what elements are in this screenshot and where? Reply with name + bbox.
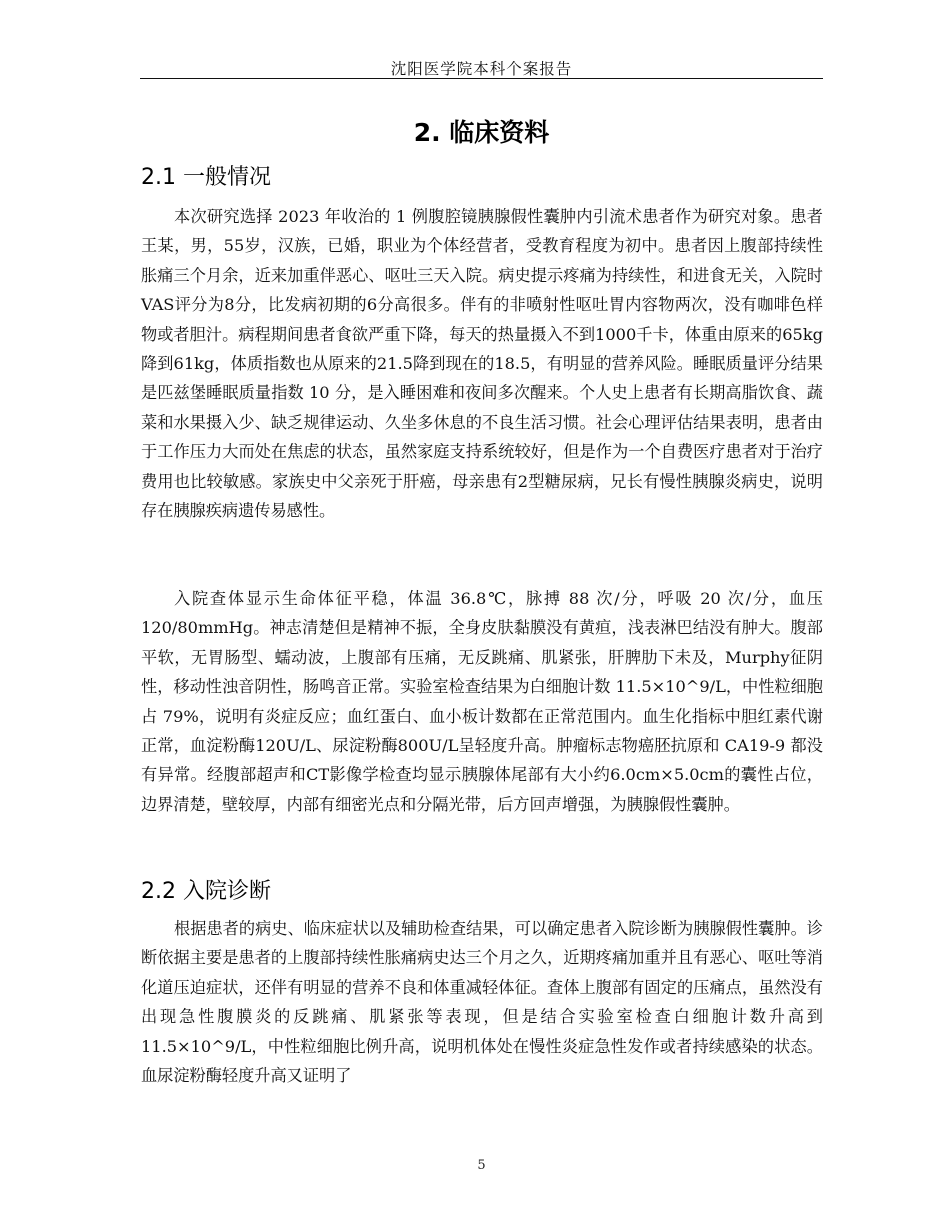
paragraph-diagnosis: 根据患者的病史、临床症状以及辅助检查结果，可以确定患者入院诊断为胰腺假性囊肿。诊断依据主要是患者的上腹部持续性胀痛病史达三个月之久，近期疼痛加重并且有恶心、呕吐等消化道压迫症状，还伴有明显的营养不良和体重减轻体征。查体上腹部有固定的压痛点，虽然没有出现急性腹膜炎的反跳痛、肌紧张等表现，但是结合实验室检查白细胞计数升高到11.5×10^9/L，中性粒细胞比例升高，说明机体处在慢性炎症急性发作或者持续感染的状态。血尿淀粉酶轻度升高又证明了 <box>141 919 823 1086</box>
section-heading-2-2: 2.2 入院诊断 <box>141 879 271 904</box>
running-header: 沈阳医学院本科个案报告 <box>390 60 573 78</box>
paragraph-physical-exam: 入院查体显示生命体征平稳，体温 36.8℃，脉搏 88 次/分，呼吸 20 次/分，血压 120/80mmHg。神志清楚但是精神不振，全身皮肤黏膜没有黄疸，浅表淋巴结没有肿大。腹部平软，无胃肠型、蠕动波，上腹部有压痛，无反跳痛、肌紧张，肝脾肋下未及，Murphy征阴性，移动性浊音阴性，肠鸣音正常。实验室检查结果为白细胞计数 11.5×10^9/L，中性粒细胞占 79%，说明有炎症反应；血红蛋白、血小板计数都在正常范围内。血生化指标中胆红素代谢正常，血淀粉酶120U/L、尿淀粉酶800U/L呈轻度升高。肿瘤标志物癌胚抗原和 CA19-9 都没有异常。经腹部超声和CT影像学检查均显示胰腺体尾部有大小约6.0cm×5.0cm的囊性占位，边界清楚，壁较厚，内部有细密光点和分隔光带，后方回声增强，为胰腺假性囊肿。 <box>141 589 823 814</box>
chapter-title: 2. 临床资料 <box>413 118 550 147</box>
section-heading-2-1: 2.1 一般情况 <box>141 165 271 190</box>
header-rule <box>140 78 823 79</box>
paragraph-general-info: 本次研究选择 2023 年收治的 1 例腹腔镜胰腺假性囊肿内引流术患者作为研究对象。患者王某，男，55岁，汉族，已婚，职业为个体经营者，受教育程度为初中。患者因上腹部持续性胀痛三个月余，近来加重伴恶心、呕吐三天入院。病史提示疼痛为持续性，和进食无关，入院时VAS评分为8分，比发病初期的6分高很多。伴有的非喷射性呕吐胃内容物两次，没有咖啡色样物或者胆汁。病程期间患者食欲严重下降，每天的热量摄入不到1000千卡，体重由原来的65kg降到61kg，体质指数也从原来的21.5降到现在的18.5，有明显的营养风险。睡眠质量评分结果是匹兹堡睡眠质量指数 10 分，是入睡困难和夜间多次醒来。个人史上患者有长期高脂饮食、蔬菜和水果摄入少、缺乏规律运动、久坐多休息的不良生活习惯。社会心理评估结果表明，患者由于工作压力大而处在焦虑的状态，虽然家庭支持系统较好，但是作为一个自费医疗患者对于治疗费用也比较敏感。家族史中父亲死于肝癌，母亲患有2型糖尿病，兄长有慢性胰腺炎病史，说明存在胰腺疾病遗传易感性。 <box>141 207 823 521</box>
page-number: 5 <box>477 1158 486 1173</box>
